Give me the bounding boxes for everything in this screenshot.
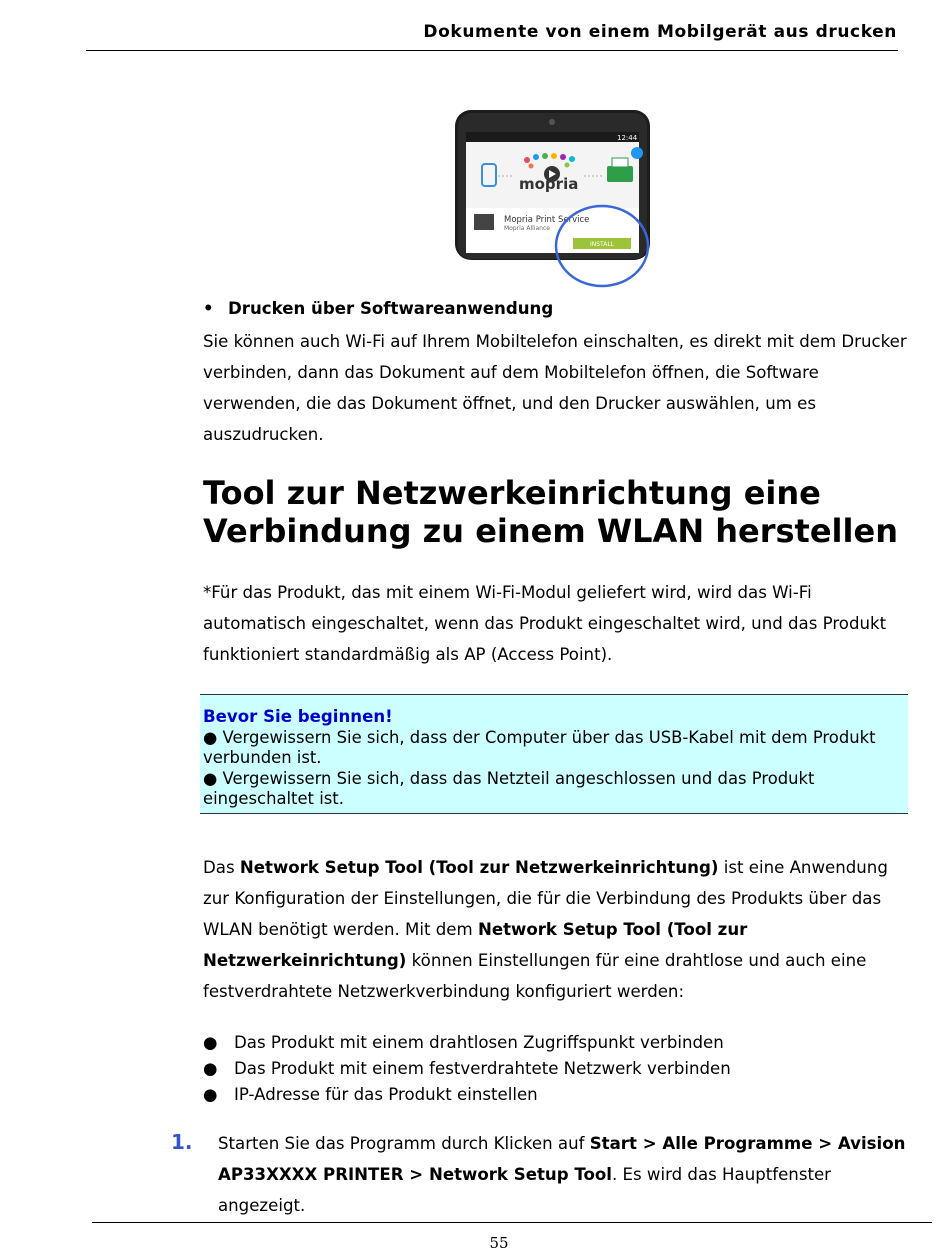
bullet-heading: • Drucken über Softwareanwendung <box>203 296 553 322</box>
svg-text:Mopria Alliance: Mopria Alliance <box>504 225 550 232</box>
list-item: ● IP-Adresse für das Produkt einstellen <box>203 1085 538 1104</box>
wifi-note-paragraph: *Für das Produkt, das mit einem Wi-Fi-Modul geliefert wird, wird das Wi-Fi automatisch eingeschaltet, wenn das Produkt eingeschaltet wird, und das Produkt funktioniert standardmäßig als AP (Access Point). <box>203 583 887 664</box>
step-text: Starten Sie das Programm durch Klicken auf Start > Alle Programme > Avision AP33XXXX PRINTER > Network Setup Tool. Es wird das Hauptfenster angezeigt. <box>218 1134 906 1215</box>
header-divider <box>86 50 898 51</box>
step-number: 1. <box>171 1130 193 1154</box>
svg-text:INSTALL: INSTALL <box>589 241 615 248</box>
list-item: ● Das Produkt mit einem drahtlosen Zugriffspunkt verbinden <box>203 1033 724 1052</box>
bullet-dot: • <box>203 299 214 318</box>
phone-screenshot-figure <box>452 108 657 293</box>
feature-list <box>203 1030 731 1108</box>
page-number: 55 <box>489 1234 509 1252</box>
software-paragraph: Sie können auch Wi-Fi auf Ihrem Mobiltelefon einschalten, es direkt mit dem Drucker verbinden, dann das Dokument auf dem Mobiltelefon öffnen, die Software verwenden, die das Dokument öffnet, und den Drucker auswählen, um es auszudrucken. <box>203 332 907 444</box>
before-you-begin-box <box>200 694 908 814</box>
before-you-begin-title: Bevor Sie beginnen! <box>203 707 393 726</box>
footer-divider <box>92 1222 932 1223</box>
svg-text:mopria: mopria <box>519 175 579 193</box>
before-item: ● Vergewissern Sie sich, dass der Computer über das USB-Kabel mit dem Produkt verbunden ist. <box>203 727 876 767</box>
section-heading: Tool zur Netzwerkeinrichtung eine Verbindung zu einem WLAN herstellen <box>203 474 898 550</box>
list-item: ● Das Produkt mit einem festverdrahtete Netzwerk verbinden <box>203 1059 731 1078</box>
svg-text:12:44: 12:44 <box>617 134 638 142</box>
running-header: Dokumente von einem Mobilgerät aus drucken <box>423 22 897 42</box>
intro-paragraph: Das Network Setup Tool (Tool zur Netzwerkeinrichtung) ist eine Anwendung zur Konfiguration der Einstellungen, die für die Verbindung des Produkts über das WLAN benötigt werden. Mit dem Network Setup Tool (Tool zur Netzwerkeinrichtung) können Einstellungen für eine drahtlose und auch eine festverdrahtete Netzwerkverbindung konfiguriert werden: <box>203 858 888 1001</box>
before-item: ● Vergewissern Sie sich, dass das Netzteil angeschlossen und das Produkt eingeschaltet ist. <box>203 768 815 808</box>
svg-text:Mopria Print Service: Mopria Print Service <box>504 215 590 225</box>
